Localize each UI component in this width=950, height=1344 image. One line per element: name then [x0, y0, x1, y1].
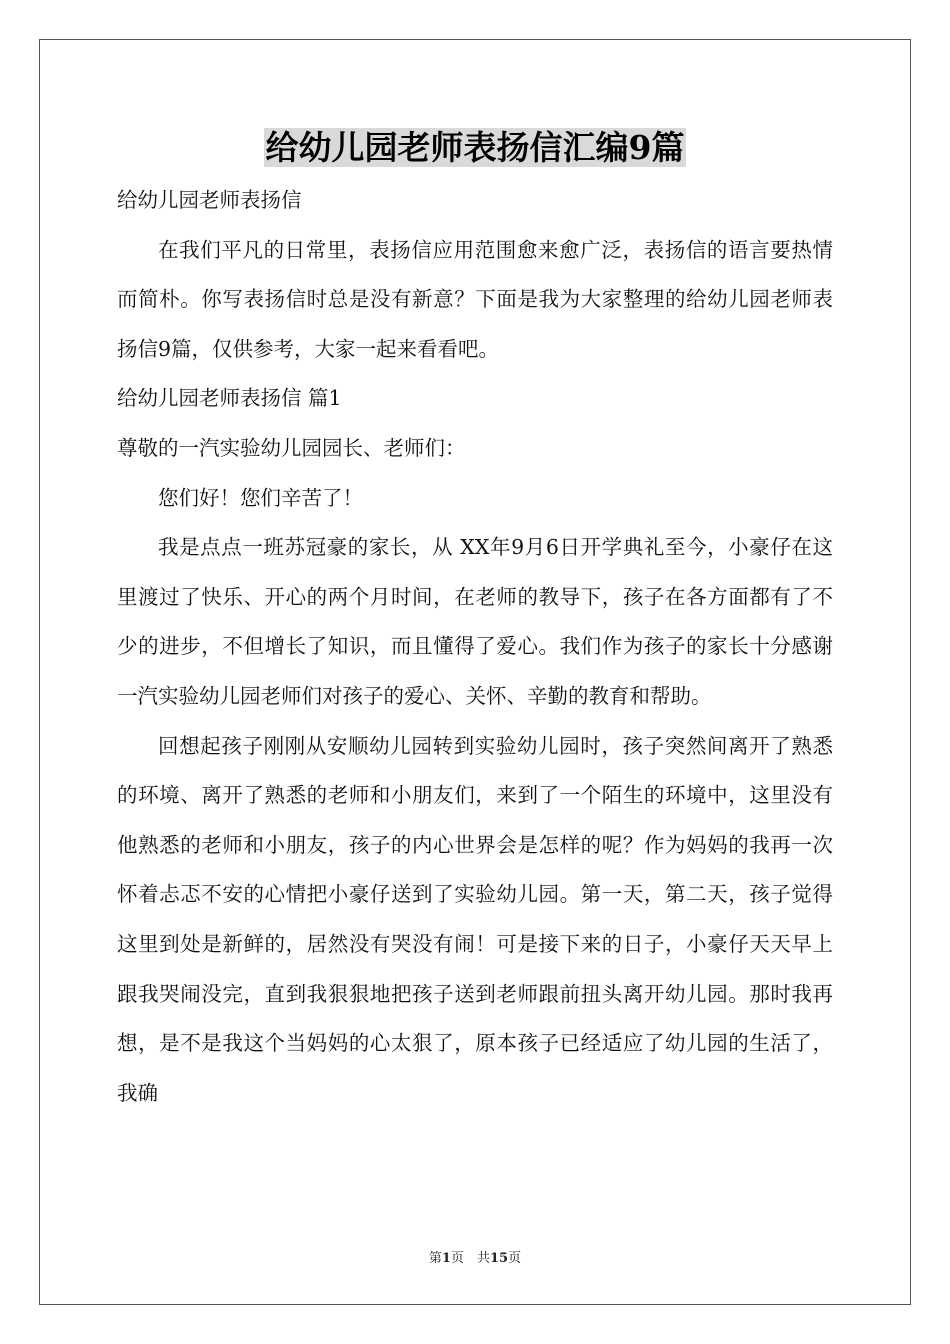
- footer-suffix: 页: [508, 1251, 522, 1266]
- document-title: [0, 124, 950, 172]
- footer-prefix: 第: [428, 1251, 442, 1266]
- paragraph: 回想起孩子刚刚从安顺幼儿园转到实验幼儿园时，孩子突然间离开了熟悉的环境、离开了熟悉的老师和小朋友们，来到了一个陌生的环境中，这里没有他熟悉的老师和小朋友，孩子的内心世界会是怎样的呢？作为妈妈的我再一次怀着忐忑不安的心情把小豪仔送到了实验幼儿园。第一天，第二天，孩子觉得这里到处是新鲜的，居然没有哭没有闹！可是接下来的日子，小豪仔天天早上跟我哭闹没完，直到我狠狠地把孩子送到老师跟前扭头离开幼儿园。那时我再想，是不是我这个当妈妈的心太狠了，原本孩子已经适应了幼儿园的生活了，我确: [117, 733, 833, 1105]
- footer-page-current: 1: [441, 1251, 451, 1266]
- paragraph: 给幼儿园老师表扬信: [117, 188, 302, 212]
- page-footer: [0, 1247, 950, 1266]
- footer-mid: 页 共: [450, 1251, 490, 1266]
- document-title-text: 给幼儿园老师表扬信汇编9篇: [265, 128, 685, 167]
- footer-page-total: 15: [489, 1251, 509, 1266]
- paragraph: 在我们平凡的日常里，表扬信应用范围愈来愈广泛，表扬信的语言要热情而简朴。你写表扬信时总是没有新意？下面是我为大家整理的给幼儿园老师表扬信9篇，仅供参考，大家一起来看看吧。: [117, 237, 833, 361]
- paragraph: 尊敬的一汽实验幼儿园园长、老师们：: [117, 435, 466, 460]
- paragraph: 您们好！您们辛苦了！: [158, 485, 363, 510]
- document-body: [117, 176, 833, 1118]
- paragraph: 给幼儿园老师表扬信 篇1: [117, 386, 342, 411]
- paragraph: 我是点点一班苏冠豪的家长，从 XX年9月6日开学典礼至今，小豪仔在这里渡过了快乐、开心的两个月时间，在老师的教导下，孩子在各方面都有了不少的进步，不但增长了知识，而且懂得了爱心。我们作为孩子的家长十分感谢一汽实验幼儿园老师们对孩子的爱心、关怀、辛勤的教育和帮助。: [117, 535, 833, 708]
